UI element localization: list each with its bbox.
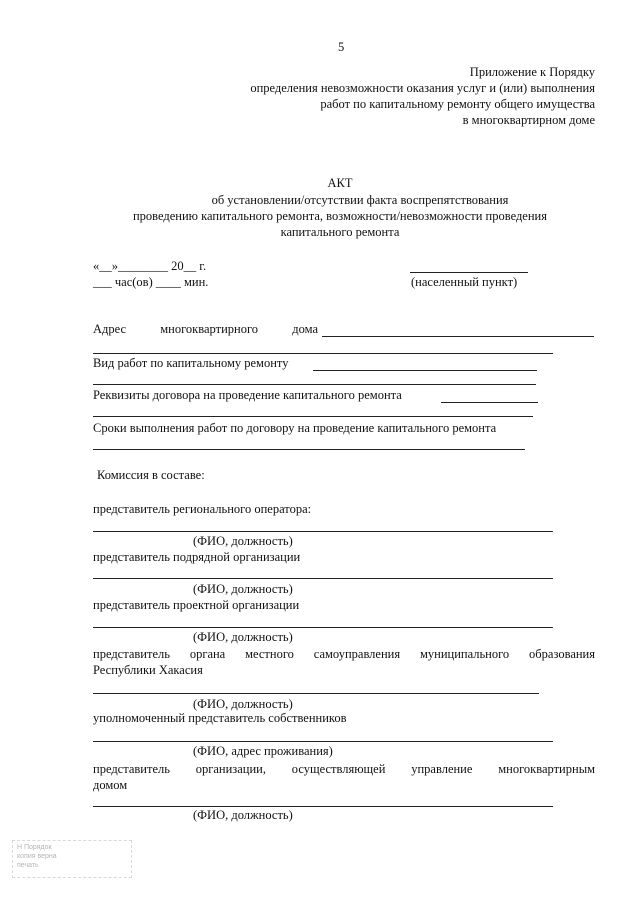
appendix-line-4: в многоквартирном доме bbox=[462, 113, 595, 127]
contract-details-line-2 bbox=[93, 416, 533, 417]
work-type-line-1 bbox=[313, 370, 537, 371]
design-org-label: представитель проектной организации bbox=[93, 598, 300, 612]
owners-caption: (ФИО, адрес проживания) bbox=[193, 744, 333, 758]
act-heading: АКТ bbox=[327, 176, 353, 190]
time-field: ___ час(ов) ____ мин. bbox=[93, 275, 209, 289]
page-number: 5 bbox=[338, 40, 345, 54]
manager-label-line-1: представитель организации, осуществляющей управление многоквартирным bbox=[93, 762, 595, 776]
work-type-label: Вид работ по капитальному ремонту bbox=[93, 356, 289, 370]
act-title-line-2: проведению капитального ремонта, возможности/невозможности проведения bbox=[132, 209, 547, 223]
design-org-caption: (ФИО, должность) bbox=[193, 630, 293, 644]
manager-line bbox=[93, 806, 553, 807]
date-field: «__»________ 20__ г. bbox=[93, 259, 207, 273]
contract-details-label: Реквизиты договора на проведение капитального ремонта bbox=[93, 388, 402, 402]
place-line bbox=[410, 272, 528, 273]
appendix-line-3: работ по капитальному ремонту общего имущества bbox=[320, 97, 595, 111]
contractor-line bbox=[93, 578, 553, 579]
stamp-line-3: печать bbox=[17, 862, 39, 869]
local-gov-label-line-2: Республики Хакасия bbox=[93, 663, 203, 677]
contractor-label: представитель подрядной организации bbox=[93, 550, 301, 564]
local-gov-caption: (ФИО, должность) bbox=[193, 697, 293, 711]
regional-operator-line bbox=[93, 531, 553, 532]
commission-heading: Комиссия в составе: bbox=[97, 468, 205, 482]
contract-details-line-1 bbox=[441, 402, 538, 403]
appendix-line-2: определения невозможности оказания услуг и (или) выполнения bbox=[250, 81, 595, 95]
design-org-line bbox=[93, 627, 553, 628]
address-label: Адрес многоквартирного дома bbox=[93, 322, 318, 336]
manager-label-line-2: домом bbox=[93, 778, 128, 792]
regional-operator-label: представитель регионального оператора: bbox=[93, 502, 312, 516]
local-gov-label-line-1: представитель органа местного самоуправления муниципального образования bbox=[93, 647, 595, 661]
deadlines-line bbox=[93, 449, 525, 450]
stamp-line-2: копия верна bbox=[17, 853, 57, 860]
work-type-line-2 bbox=[93, 384, 536, 385]
address-line-2 bbox=[93, 353, 553, 354]
address-line-1 bbox=[322, 336, 594, 337]
owners-line bbox=[93, 741, 553, 742]
regional-operator-caption: (ФИО, должность) bbox=[193, 534, 293, 548]
stamp-line-1: Н Порядок bbox=[17, 844, 52, 851]
appendix-line-1: Приложение к Порядку bbox=[469, 65, 595, 79]
place-caption: (населенный пункт) bbox=[411, 275, 518, 289]
local-gov-line bbox=[93, 693, 539, 694]
contractor-caption: (ФИО, должность) bbox=[193, 582, 293, 596]
deadlines-label: Сроки выполнения работ по договору на проведение капитального ремонта bbox=[93, 421, 497, 435]
act-title-line-3: капитального ремонта bbox=[280, 225, 400, 239]
stamp bbox=[12, 840, 132, 878]
manager-caption: (ФИО, должность) bbox=[193, 808, 293, 822]
act-title-line-1: об установлении/отсутствии факта воспрепятствования bbox=[211, 193, 509, 207]
owners-label: уполномоченный представитель собственников bbox=[93, 711, 347, 725]
